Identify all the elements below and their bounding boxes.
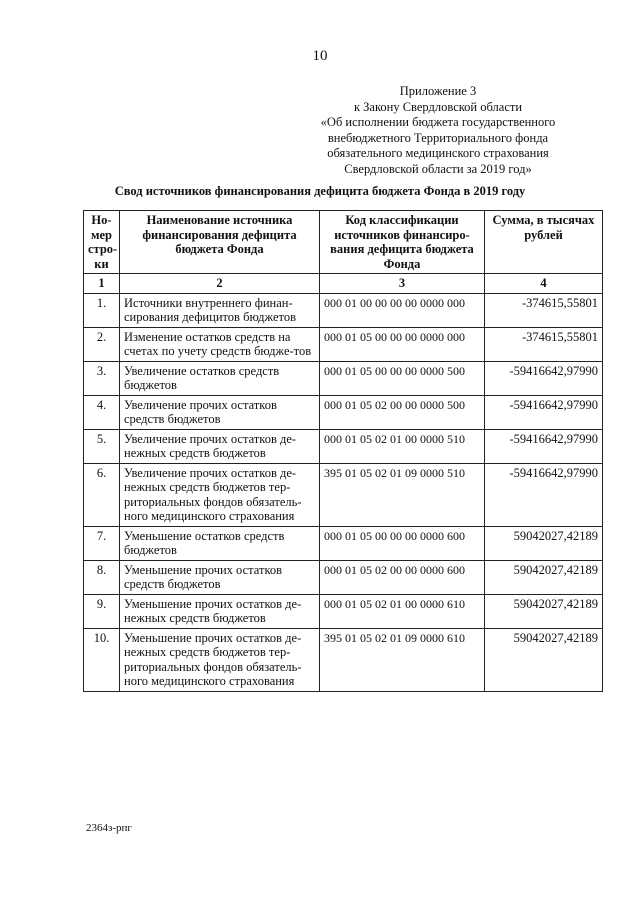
row-number: 3.: [84, 361, 120, 395]
classification-code: 395 01 05 02 01 09 0000 510: [320, 463, 485, 526]
source-name: Источники внутреннего финан-сирования дефицитов бюджетов: [120, 293, 320, 327]
amount: 59042027,42189: [485, 526, 603, 560]
table-row: [84, 463, 603, 526]
amount: 59042027,42189: [485, 628, 603, 691]
appendix-line: Свердловской области за 2019 год»: [344, 161, 532, 176]
appendix-header: [288, 84, 588, 177]
classification-code: 000 01 05 02 01 00 0000 510: [320, 429, 485, 463]
classification-code: 000 01 05 02 00 00 0000 600: [320, 560, 485, 594]
table-row: [84, 429, 603, 463]
header-source-name: Наименование источника финансирования дефицита бюджета Фонда: [120, 211, 320, 274]
document-title: Свод источников финансирования дефицита бюджета Фонда в 2019 году: [114, 184, 526, 198]
page-number: 10: [312, 48, 328, 64]
row-number: 2.: [84, 327, 120, 361]
column-number: 4: [485, 274, 603, 294]
row-number: 5.: [84, 429, 120, 463]
header-classification-code: Код классификации источников финансиро-вания дефицита бюджета Фонда: [320, 211, 485, 274]
classification-code: 395 01 05 02 01 09 0000 610: [320, 628, 485, 691]
table-row: [84, 628, 603, 691]
header-row-number: Но-мер стро-ки: [84, 211, 120, 274]
classification-code: 000 01 05 00 00 00 0000 000: [320, 327, 485, 361]
column-number: 2: [120, 274, 320, 294]
appendix-line: Приложение 3: [399, 84, 477, 98]
header-amount: Сумма, в тысячах рублей: [485, 211, 603, 274]
classification-code: 000 01 00 00 00 00 0000 000: [320, 293, 485, 327]
amount: -59416642,97990: [485, 429, 603, 463]
appendix-line: обязательного медицинского страхования: [327, 146, 549, 160]
source-name: Уменьшение прочих остатков де-нежных средств бюджетов тер-риториальных фондов обязатель-ного медицинского страхования: [120, 628, 320, 691]
source-name: Уменьшение прочих остатков де-нежных средств бюджетов: [120, 594, 320, 628]
source-name: Уменьшение прочих остатков средств бюджетов: [120, 560, 320, 594]
amount: -374615,55801: [485, 327, 603, 361]
amount: -59416642,97990: [485, 463, 603, 526]
table-row: [84, 327, 603, 361]
column-number: 1: [84, 274, 120, 294]
amount: 59042027,42189: [485, 560, 603, 594]
row-number: 8.: [84, 560, 120, 594]
appendix-line: «Об исполнении бюджета государственного: [320, 115, 556, 129]
table-header-row: [84, 211, 603, 274]
amount: -59416642,97990: [485, 395, 603, 429]
table-row: [84, 526, 603, 560]
row-number: 1.: [84, 293, 120, 327]
source-name: Изменение остатков средств на счетах по учету средств бюдже-тов: [120, 327, 320, 361]
classification-code: 000 01 05 00 00 00 0000 600: [320, 526, 485, 560]
source-name: Уменьшение остатков средств бюджетов: [120, 526, 320, 560]
row-number: 4.: [84, 395, 120, 429]
table-row: [84, 293, 603, 327]
source-name: Увеличение прочих остатков де-нежных средств бюджетов: [120, 429, 320, 463]
amount: -374615,55801: [485, 293, 603, 327]
classification-code: 000 01 05 02 00 00 0000 500: [320, 395, 485, 429]
source-name: Увеличение прочих остатков де-нежных средств бюджетов тер-риториальных фондов обязатель-ного медицинского страхования: [120, 463, 320, 526]
row-number: 7.: [84, 526, 120, 560]
column-number: 3: [320, 274, 485, 294]
table-row: [84, 361, 603, 395]
classification-code: 000 01 05 00 00 00 0000 500: [320, 361, 485, 395]
row-number: 10.: [84, 628, 120, 691]
classification-code: 000 01 05 02 01 00 0000 610: [320, 594, 485, 628]
document-footer-code: 2364з-рпг: [86, 822, 132, 834]
appendix-line: к Закону Свердловской области: [353, 99, 523, 114]
column-number-row: [84, 274, 603, 294]
row-number: 6.: [84, 463, 120, 526]
table-row: [84, 560, 603, 594]
table-row: [84, 594, 603, 628]
amount: -59416642,97990: [485, 361, 603, 395]
source-name: Увеличение прочих остатков средств бюджетов: [120, 395, 320, 429]
appendix-line: внебюджетного Территориального фонда: [327, 130, 549, 145]
amount: 59042027,42189: [485, 594, 603, 628]
source-name: Увеличение остатков средств бюджетов: [120, 361, 320, 395]
row-number: 9.: [84, 594, 120, 628]
financing-sources-table: [83, 210, 603, 692]
table-row: [84, 395, 603, 429]
